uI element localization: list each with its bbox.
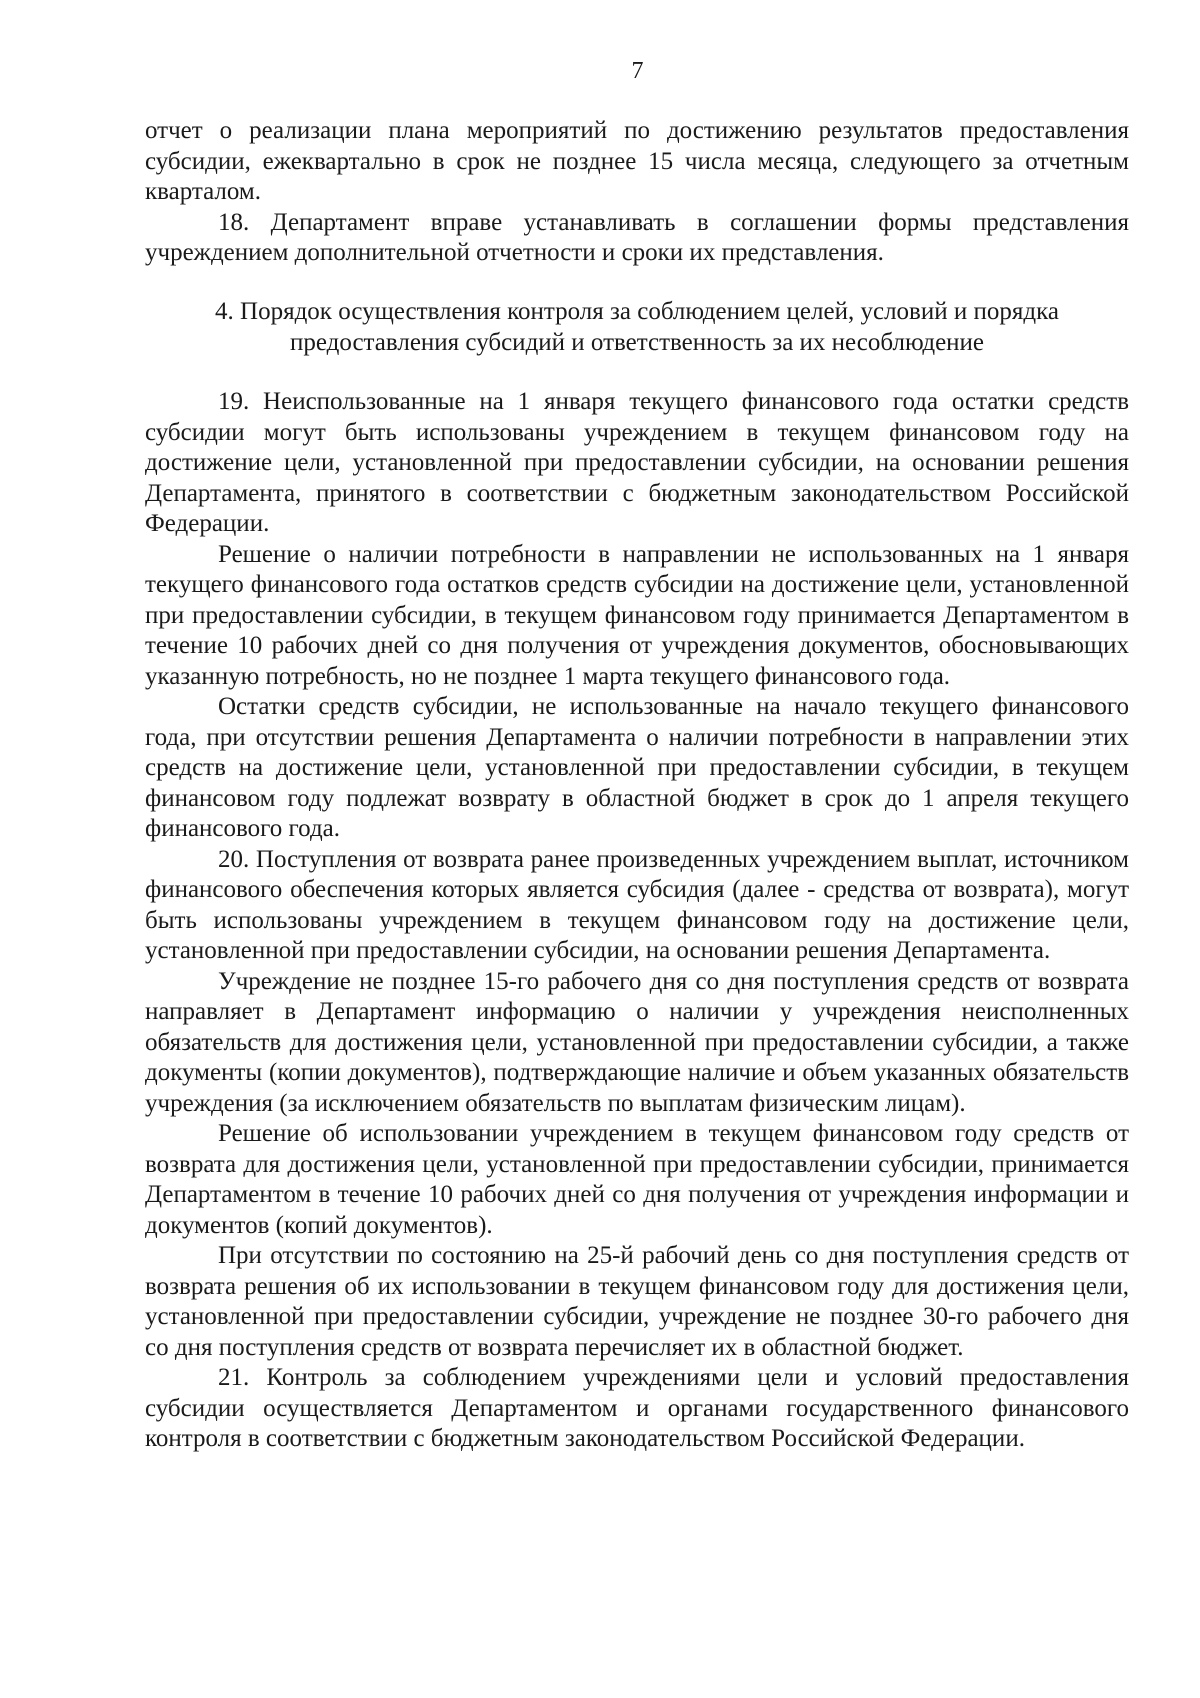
paragraph-19-remainders: Остатки средств субсидии, не использованные на начало текущего финансового года, при отсутствии решения Департамента о наличии потребности в направлении этих средств на достижение цели, установленной при предоставлении субсидии, в текущем финансовом году подлежат возврату в областной бюджет в срок до 1 апреля текущего финансового года. — [145, 693, 1129, 842]
paragraph-20-notice: Учреждение не позднее 15-го рабочего дня со дня поступления средств от возврата направляет в Департамент информацию о наличии у учреждения неисполненных обязательств для достижения цели, установленной при предоставлении субсидии, а также документы (копии документов), подтверждающие наличие и объем указанных обязательств учреждения (за исключением обязательств по выплатам физическим лицам). — [145, 967, 1129, 1117]
paragraph-19: 19. Неиспользованные на 1 января текущего финансового года остатки средств субсидии могут быть использованы учреждением в текущем финансовом году на достижение цели, установленной при предоставлении субсидии, на основании решения Департамента, принятого в соответствии с бюджетным законодательством Российской Федерации. — [145, 388, 1129, 537]
paragraph-20: 20. Поступления от возврата ранее произведенных учреждением выплат, источником финансового обеспечения которых является субсидия (далее - средства от возврата), могут быть использованы учреждением в текущем финансовом году на достижение цели, установленной при предоставлении субсидии, на основании решения Департамента. — [145, 845, 1129, 964]
paragraph-19-decision: Решение о наличии потребности в направлении не использованных на 1 января текущего финансового года остатков средств субсидии на достижение цели, установленной при предоставлении субсидии, в текущем финансовом году принимается Департаментом в течение 10 рабочих дней со дня получения от учреждения документов, обосновывающих указанную потребность, но не позднее 1 марта текущего финансового года. — [145, 540, 1129, 690]
paragraph-18: 18. Департамент вправе устанавливать в соглашении формы представления учреждением дополнительной отчетности и сроки их представления. — [145, 208, 1129, 266]
section-heading-line-2: предоставления субсидий и ответственность за их несоблюдение — [289, 329, 985, 356]
paragraph-continuation: отчет о реализации плана мероприятий по достижению результатов предоставления субсидии, ежеквартально в срок не позднее 15 числа месяца, следующего за отчетным кварталом. — [145, 117, 1129, 205]
section-heading — [145, 296, 1129, 358]
paragraph-20-return: При отсутствии по состоянию на 25-й рабочий день со дня поступления средств от возврата решения об их использовании в текущем финансовом году для достижения цели, установленной при предоставлении субсидии, учреждение не позднее 30-го рабочего дня со дня поступления средств от возврата перечисляет их в областной бюджет. — [145, 1242, 1129, 1361]
paragraph-21: 21. Контроль за соблюдением учреждениями цели и условий предоставления субсидии осуществляется Департаментом и органами государственного финансового контроля в соответствии с бюджетным законодательством Российской Федерации. — [145, 1364, 1129, 1452]
top-text-block — [145, 116, 1129, 269]
section-heading-line-1: 4. Порядок осуществления контроля за соблюдением целей, условий и порядка — [215, 298, 1059, 325]
main-text-block — [145, 387, 1129, 1455]
paragraph-20-decision: Решение об использовании учреждением в текущем финансовом году средств от возврата для достижения цели, установленной при предоставлении субсидии, принимается Департаментом в течение 10 рабочих дней со дня получения от учреждения информации и документов (копий документов). — [145, 1120, 1129, 1239]
page-number: 7 — [631, 58, 644, 84]
